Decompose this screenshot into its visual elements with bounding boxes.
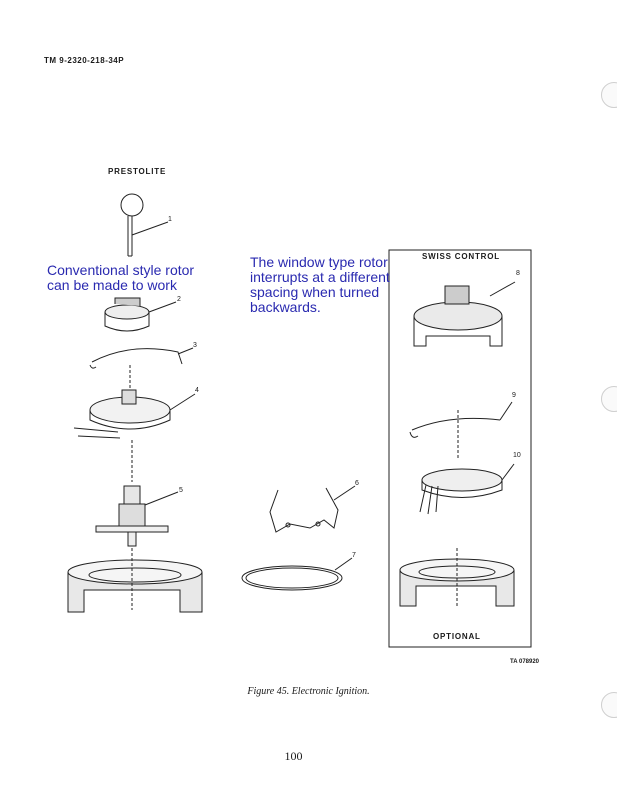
swiss-control-label: SWISS CONTROL [422, 252, 500, 261]
document-id: TM 9-2320-218-34P [44, 56, 125, 65]
figure-caption: Figure 45. Electronic Ignition. [247, 686, 370, 697]
callout-4: 4 [195, 387, 199, 394]
window-note-line: backwards. [250, 299, 321, 315]
part-7-oring [242, 558, 352, 590]
part-2-rotor [105, 298, 176, 331]
window-note-line: interrupts at a different [250, 269, 390, 285]
part-4-plate [74, 365, 195, 438]
optional-label: OPTIONAL [433, 632, 481, 641]
conventional-note-line: Conventional style rotor [47, 262, 195, 278]
callout-6: 6 [355, 480, 359, 487]
callout-1: 1 [168, 216, 172, 223]
callout-8: 8 [516, 270, 520, 277]
window-note-line: The window type rotor [250, 254, 388, 270]
conventional-note [47, 263, 194, 293]
callout-2: 2 [177, 296, 181, 303]
callout-7: 7 [352, 552, 356, 559]
housing-right [400, 548, 514, 606]
ta-number: TA 078920 [510, 659, 540, 665]
part-3-clip [90, 348, 193, 368]
part-1-rotor-key [121, 194, 168, 256]
page-number: 100 [284, 749, 303, 763]
callout-5: 5 [179, 487, 183, 494]
callout-9: 9 [512, 392, 516, 399]
part-5-shaft [96, 440, 178, 546]
conventional-note-line: can be made to work [47, 277, 177, 293]
part-6-bracket [270, 486, 355, 532]
window-rotor-note [250, 255, 390, 315]
prestolite-label: PRESTOLITE [108, 167, 167, 176]
part-10-pickup [420, 464, 514, 514]
housing-left [68, 548, 202, 612]
window-note-line: spacing when turned [250, 284, 380, 300]
part-9-clip [410, 402, 512, 460]
part-8-assembly [414, 282, 515, 346]
callout-3: 3 [193, 342, 197, 349]
callout-10: 10 [513, 452, 521, 459]
